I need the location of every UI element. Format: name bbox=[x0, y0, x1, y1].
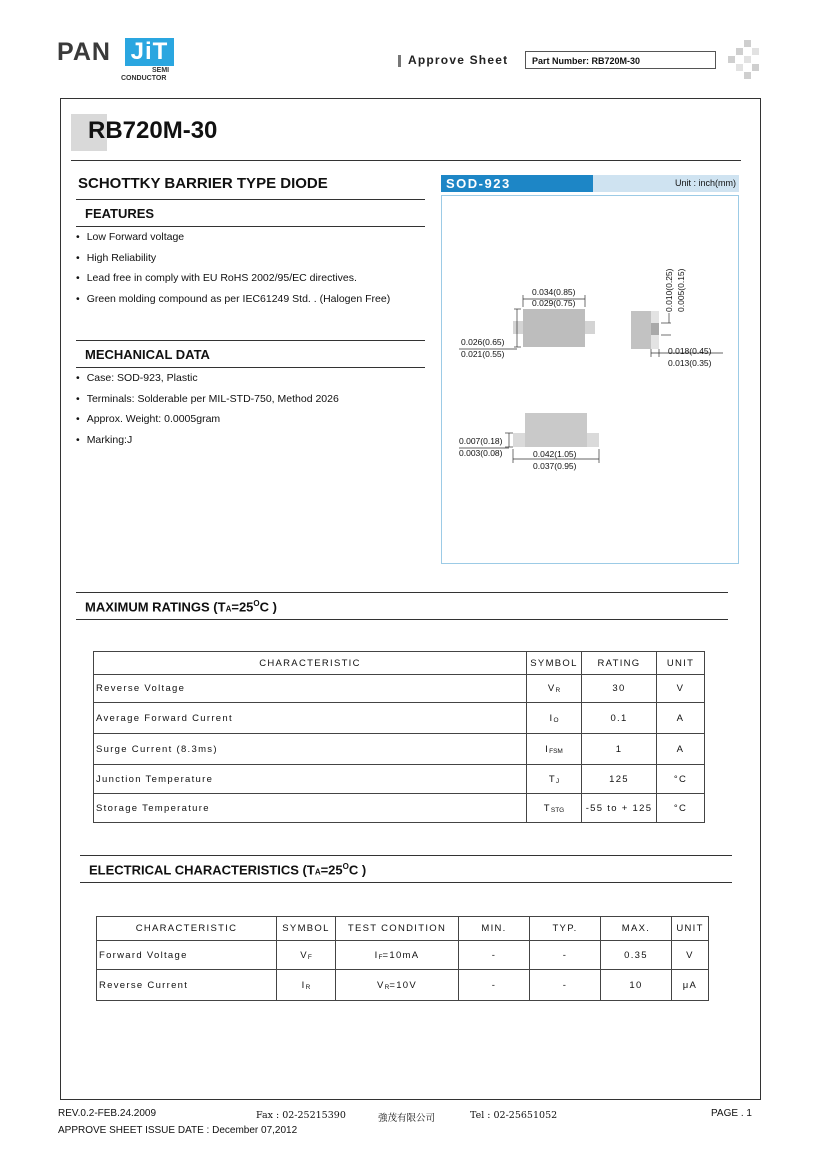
cell: °C bbox=[657, 765, 705, 794]
symbol-sub: J bbox=[555, 777, 560, 785]
revision-text: REV.0.2-FEB.24.2009 bbox=[58, 1108, 157, 1119]
cell: - bbox=[459, 970, 530, 1001]
approve-sheet-label: Approve Sheet bbox=[408, 53, 509, 67]
heading-text: ELECTRICAL CHARACTERISTICS (T bbox=[89, 862, 315, 878]
electrical-table bbox=[96, 916, 709, 1001]
electrical-heading bbox=[89, 862, 366, 877]
symbol: T bbox=[548, 773, 556, 785]
header-cell: MIN. bbox=[459, 917, 530, 941]
test-sub: R bbox=[384, 983, 390, 991]
divider bbox=[80, 882, 732, 883]
test-value: =10mA bbox=[382, 949, 420, 961]
test-symbol: I bbox=[374, 949, 379, 961]
table-row bbox=[94, 734, 705, 765]
table-row bbox=[94, 703, 705, 734]
symbol-sub: FSM bbox=[549, 747, 563, 755]
dim-label: 0.034(0.85) bbox=[532, 287, 576, 297]
cell: A bbox=[657, 734, 705, 765]
list-item: • Low Forward voltage bbox=[76, 227, 390, 248]
package-name: SOD-923 bbox=[441, 175, 593, 192]
dim-label: 0.013(0.35) bbox=[668, 358, 712, 368]
deco-square bbox=[744, 72, 751, 79]
symbol-sub: R bbox=[555, 687, 561, 694]
approve-marker bbox=[398, 55, 401, 67]
issue-date-text: APPROVE SHEET ISSUE DATE : December 07,2012 bbox=[58, 1125, 298, 1136]
deco-square bbox=[736, 64, 743, 71]
symbol: I bbox=[301, 979, 306, 991]
header-cell: UNIT bbox=[657, 652, 705, 675]
logo-jit-badge: JiT bbox=[125, 38, 174, 66]
dim-label: 0.042(1.05) bbox=[533, 449, 577, 459]
package-unit: Unit : inch(mm) bbox=[593, 175, 739, 192]
cell: Forward Voltage bbox=[97, 941, 277, 970]
dim-label: 0.018(0.45) bbox=[668, 346, 712, 356]
heading-text: C ) bbox=[348, 862, 367, 878]
heading-text: C ) bbox=[259, 599, 277, 615]
symbol: I bbox=[549, 712, 554, 724]
cell: -55 to + 125 bbox=[582, 794, 657, 823]
list-item: • Green molding compound as per IEC61249 Std. . (Halogen Free) bbox=[76, 289, 390, 310]
deco-square bbox=[736, 48, 743, 55]
header-cell: SYMBOL bbox=[277, 917, 336, 941]
cell: V bbox=[657, 675, 705, 703]
test-sub: F bbox=[378, 953, 383, 961]
header-cell: RATING bbox=[582, 652, 657, 675]
heading-text: =25 bbox=[320, 862, 343, 878]
cell: 0.1 bbox=[582, 703, 657, 734]
table-row bbox=[97, 970, 709, 1001]
symbol: V bbox=[547, 683, 556, 694]
list-item: • Marking:J bbox=[76, 430, 339, 451]
list-item: • High Reliability bbox=[76, 248, 390, 269]
dim-label: 0.005(0.15) bbox=[676, 268, 686, 312]
cell: Reverse Voltage bbox=[94, 675, 527, 703]
page-number: PAGE . 1 bbox=[711, 1108, 752, 1119]
heading-text: MAXIMUM RATINGS (T bbox=[85, 599, 226, 615]
header-cell: CHARACTERISTIC bbox=[97, 917, 277, 941]
fax-text: Fax : 02-25215390 bbox=[256, 1110, 346, 1121]
list-item: • Approx. Weight: 0.0005gram bbox=[76, 409, 339, 430]
list-item: • Terminals: Solderable per MIL-STD-750, Method 2026 bbox=[76, 389, 339, 410]
divider bbox=[76, 619, 728, 620]
dim-label: 0.007(0.18) bbox=[459, 436, 503, 446]
table-row bbox=[94, 794, 705, 823]
symbol-sub: F bbox=[307, 953, 312, 961]
dim-label: 0.026(0.65) bbox=[461, 337, 505, 347]
heading-text: =25 bbox=[231, 599, 254, 615]
cell: - bbox=[459, 941, 530, 970]
test-value: =10V bbox=[389, 979, 417, 991]
test-symbol: V bbox=[377, 979, 385, 991]
cell: 0.35 bbox=[601, 941, 672, 970]
cell: Surge Current (8.3ms) bbox=[94, 734, 527, 765]
symbol-sub: O bbox=[553, 716, 559, 724]
mechanical-list bbox=[76, 368, 339, 450]
symbol-sub: STG bbox=[550, 806, 565, 814]
symbol-cell bbox=[527, 734, 582, 765]
cell: - bbox=[530, 970, 601, 1001]
table-header-row bbox=[94, 652, 705, 675]
table-row bbox=[94, 675, 705, 703]
header-cell: MAX. bbox=[601, 917, 672, 941]
logo-pan-text: PAN bbox=[57, 38, 111, 66]
page-title: RB720M-30 bbox=[88, 117, 218, 144]
max-ratings-heading bbox=[85, 599, 277, 614]
cell: μA bbox=[672, 970, 709, 1001]
list-item: • Lead free in comply with EU RoHS 2002/95/EC directives. bbox=[76, 268, 390, 289]
mechanical-heading: MECHANICAL DATA bbox=[85, 347, 210, 362]
tel-text: Tel : 02-25651052 bbox=[470, 1110, 558, 1121]
header-cell: UNIT bbox=[672, 917, 709, 941]
dim-label: 0.029(0.75) bbox=[532, 298, 576, 308]
cell: 10 bbox=[601, 970, 672, 1001]
test-cell bbox=[336, 941, 459, 970]
logo-semi-text: SEMI bbox=[152, 67, 170, 74]
cell: V bbox=[672, 941, 709, 970]
package-outline-drawing bbox=[441, 195, 739, 564]
table-header-row bbox=[97, 917, 709, 941]
dim-label: 0.037(0.95) bbox=[533, 461, 577, 471]
symbol-cell bbox=[527, 675, 582, 703]
device-type: SCHOTTKY BARRIER TYPE DIODE bbox=[78, 175, 328, 192]
divider bbox=[76, 592, 728, 593]
features-list bbox=[76, 227, 390, 309]
cell: 125 bbox=[582, 765, 657, 794]
cell: Reverse Current bbox=[97, 970, 277, 1001]
deco-square bbox=[728, 56, 735, 63]
list-item: • Case: SOD-923, Plastic bbox=[76, 368, 339, 389]
cell: °C bbox=[657, 794, 705, 823]
dim-label-vertical bbox=[664, 258, 674, 313]
symbol-cell bbox=[527, 703, 582, 734]
header-cell: SYMBOL bbox=[527, 652, 582, 675]
test-cell bbox=[336, 970, 459, 1001]
symbol-cell bbox=[277, 970, 336, 1001]
symbol: T bbox=[543, 802, 551, 814]
deco-square bbox=[744, 40, 751, 47]
heading-sup: O bbox=[342, 862, 349, 871]
cell: A bbox=[657, 703, 705, 734]
dim-label: 0.021(0.55) bbox=[461, 349, 505, 359]
cell: - bbox=[530, 941, 601, 970]
features-heading: FEATURES bbox=[85, 206, 155, 221]
divider bbox=[76, 340, 425, 341]
dim-label-vertical bbox=[676, 258, 686, 313]
deco-square bbox=[752, 48, 759, 55]
cell: 30 bbox=[582, 675, 657, 703]
divider bbox=[71, 160, 741, 161]
header-cell: CHARACTERISTIC bbox=[94, 652, 527, 675]
header-cell: TEST CONDITION bbox=[336, 917, 459, 941]
logo-conductor-text: CONDUCTOR bbox=[121, 75, 167, 82]
cell: Storage Temperature bbox=[94, 794, 527, 823]
heading-sub: A bbox=[225, 604, 232, 614]
cell: Average Forward Current bbox=[94, 703, 527, 734]
heading-sup: O bbox=[253, 599, 260, 608]
deco-square bbox=[752, 64, 759, 71]
header-cell: TYP. bbox=[530, 917, 601, 941]
symbol-sub: R bbox=[305, 983, 311, 991]
dim-label: 0.003(0.08) bbox=[459, 448, 503, 458]
divider bbox=[80, 855, 732, 856]
cell: 1 bbox=[582, 734, 657, 765]
dim-label: 0.010(0.25) bbox=[664, 268, 674, 312]
table-row bbox=[94, 765, 705, 794]
symbol-cell bbox=[527, 765, 582, 794]
symbol-cell bbox=[527, 794, 582, 823]
symbol: I bbox=[545, 743, 550, 755]
deco-square bbox=[744, 56, 751, 63]
heading-sub: A bbox=[314, 867, 321, 877]
symbol: V bbox=[300, 949, 308, 961]
table-row bbox=[97, 941, 709, 970]
symbol-cell bbox=[277, 941, 336, 970]
max-ratings-table bbox=[93, 651, 705, 823]
cell: Junction Temperature bbox=[94, 765, 527, 794]
divider bbox=[76, 199, 425, 200]
company-name: 強茂有限公司 bbox=[378, 1113, 436, 1124]
part-number-box: Part Number: RB720M-30 bbox=[525, 51, 716, 69]
